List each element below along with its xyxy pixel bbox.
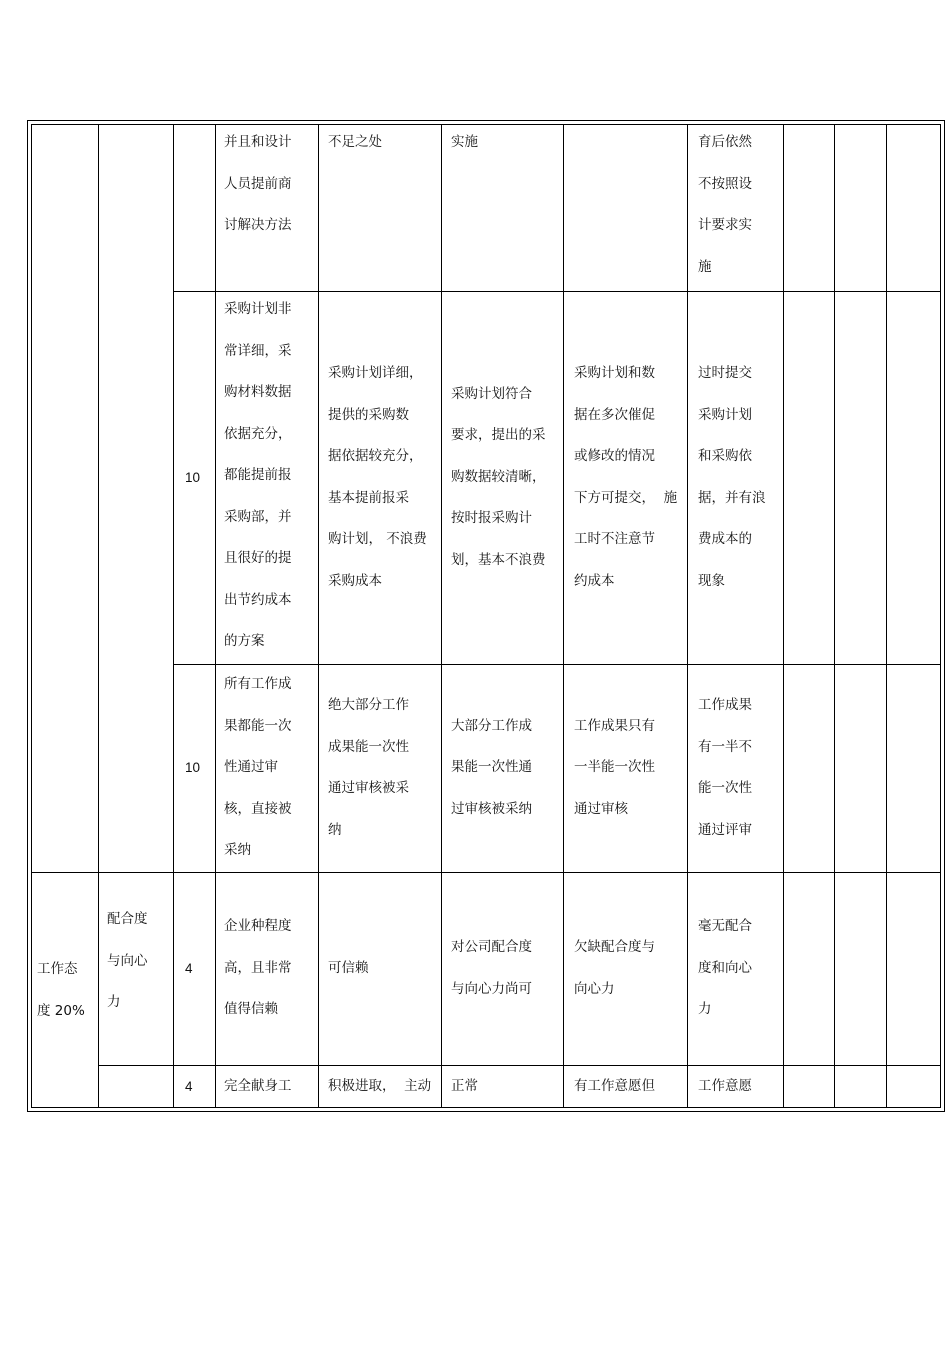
cell-excellent-line: 企业种程度 xyxy=(224,918,292,935)
cell-poor-line: 一半能一次性 xyxy=(574,759,655,776)
category-label-line: 工作态 xyxy=(37,961,78,978)
score-value: 10 xyxy=(185,469,201,485)
cell-excellent-line: 完全献身工 xyxy=(224,1078,292,1095)
cell-bad-line: 度和向心 xyxy=(698,959,752,976)
cell-good-line: 通过审核被采 xyxy=(328,780,409,796)
cell-good-line: 积极进取， 主动 xyxy=(328,1078,432,1095)
cell-excellent-line: 核，直接被 xyxy=(224,800,292,817)
column-divider xyxy=(441,124,442,1107)
cell-poor-line: 或修改的情况 xyxy=(574,448,655,464)
cell-good-line: 绝大部分工作 xyxy=(328,697,409,713)
cell-bad-line: 不按照设 xyxy=(698,175,752,192)
cell-average-line: 要求，提出的采 xyxy=(451,427,546,444)
cell-excellent-line: 人员提前商 xyxy=(224,175,292,192)
cell-average-line: 过审核被采纳 xyxy=(451,800,532,817)
cell-excellent-line: 常详细，采 xyxy=(224,342,292,359)
cell-excellent-line: 采购部，并 xyxy=(224,508,292,525)
cell-bad-line: 有一半不 xyxy=(698,738,752,755)
item-label-line: 与向心 xyxy=(107,952,148,969)
cell-average-line: 正常 xyxy=(451,1078,478,1095)
cell-average-line: 对公司配合度 xyxy=(451,939,532,955)
cell-bad-line: 和采购依 xyxy=(698,448,752,464)
cell-bad-line: 施 xyxy=(698,258,712,275)
cell-excellent-line: 采购计划非 xyxy=(224,301,292,318)
cell-bad-line: 通过评审 xyxy=(698,821,752,838)
score-value: 4 xyxy=(185,960,193,976)
cell-bad-line: 据，并有浪 xyxy=(698,489,766,506)
cell-good-line: 成果能一次性 xyxy=(328,738,409,755)
cell-poor-line: 向心力 xyxy=(574,980,615,997)
cell-average-line: 果能一次性通 xyxy=(451,759,532,776)
cell-good-line: 购计划， 不浪费 xyxy=(328,531,427,547)
cell-good-line: 纳 xyxy=(328,821,342,838)
cell-bad-line: 工作意愿 xyxy=(698,1078,752,1095)
score-value: 10 xyxy=(185,760,201,776)
score-value: 4 xyxy=(185,1079,193,1095)
item-label-line: 配合度 xyxy=(107,911,148,928)
cell-good-line: 不足之处 xyxy=(328,134,382,151)
cell-good-line: 提供的采购数 xyxy=(328,406,409,423)
cell-average-line: 实施 xyxy=(451,134,478,151)
column-divider xyxy=(563,124,564,1107)
cell-excellent-line: 值得信赖 xyxy=(224,1001,278,1018)
cell-poor-line: 有工作意愿但 xyxy=(574,1078,655,1095)
category-label-line: 度 20% xyxy=(37,1002,85,1019)
cell-excellent-line: 依据充分， xyxy=(224,425,292,442)
cell-good-line: 可信赖 xyxy=(328,959,369,976)
cell-bad-line: 力 xyxy=(698,1001,712,1018)
cell-bad-line: 育后依然 xyxy=(698,134,752,151)
column-divider xyxy=(834,124,835,1107)
cell-average-line: 采购计划符合 xyxy=(451,385,532,402)
cell-poor-line: 欠缺配合度与 xyxy=(574,939,655,955)
cell-excellent-line: 采纳 xyxy=(224,842,251,859)
cell-excellent-line: 且很好的提 xyxy=(224,550,292,567)
cell-bad-line: 能一次性 xyxy=(698,780,752,796)
cell-average-line: 大部分工作成 xyxy=(451,717,532,734)
column-divider xyxy=(886,124,887,1107)
cell-excellent-line: 性通过审 xyxy=(224,759,278,776)
cell-bad-line: 计要求实 xyxy=(698,217,752,234)
cell-good-line: 采购成本 xyxy=(328,572,382,589)
cell-poor-line: 约成本 xyxy=(574,572,615,589)
column-divider xyxy=(687,124,688,1107)
cell-poor-line: 通过审核 xyxy=(574,800,628,817)
row-divider xyxy=(31,872,941,873)
cell-excellent-line: 讨解决方法 xyxy=(224,217,292,234)
cell-excellent-line: 购材料数据 xyxy=(224,384,292,401)
cell-excellent-line: 并且和设计 xyxy=(224,134,292,151)
column-divider xyxy=(98,124,99,1107)
cell-poor-line: 下方可提交， 施 xyxy=(574,489,678,506)
cell-poor-line: 据在多次催促 xyxy=(574,406,655,423)
cell-poor-line: 工时不注意节 xyxy=(574,531,655,547)
column-divider xyxy=(318,124,319,1107)
cell-excellent-line: 的方案 xyxy=(224,633,265,650)
cell-good-line: 采购计划详细， xyxy=(328,365,423,381)
cell-bad-line: 采购计划 xyxy=(698,406,752,423)
cell-bad-line: 费成本的 xyxy=(698,531,752,547)
cell-excellent-line: 都能提前报 xyxy=(224,467,292,484)
cell-poor-line: 采购计划和数 xyxy=(574,365,655,381)
cell-bad-line: 工作成果 xyxy=(698,697,752,713)
cell-average-line: 与向心力尚可 xyxy=(451,980,532,997)
cell-excellent-line: 果都能一次 xyxy=(224,717,292,734)
cell-average-line: 按时报采购计 xyxy=(451,510,532,527)
cell-good-line: 基本提前报采 xyxy=(328,489,409,506)
column-divider xyxy=(173,124,174,1107)
cell-average-line: 划，基本不浪费 xyxy=(451,551,546,568)
cell-good-line: 据依据较充分， xyxy=(328,448,423,464)
column-divider xyxy=(783,124,784,1107)
cell-poor-line: 工作成果只有 xyxy=(574,717,655,734)
cell-average-line: 购数据较清晰， xyxy=(451,468,546,485)
column-divider xyxy=(215,124,216,1107)
cell-bad-line: 毫无配合 xyxy=(698,918,752,935)
item-label-line: 力 xyxy=(107,994,121,1011)
cell-excellent-line: 高，且非常 xyxy=(224,959,292,976)
cell-bad-line: 现象 xyxy=(698,572,725,589)
cell-excellent-line: 所有工作成 xyxy=(224,676,292,693)
cell-excellent-line: 出节约成本 xyxy=(224,591,292,608)
cell-bad-line: 过时提交 xyxy=(698,365,752,381)
